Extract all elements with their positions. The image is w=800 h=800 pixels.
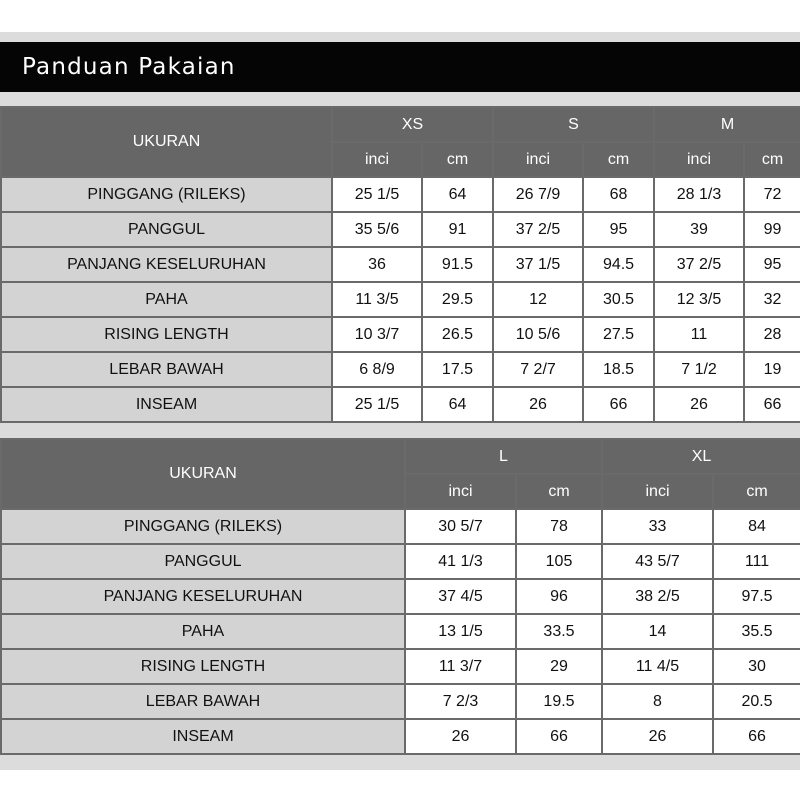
- table-cell: 91.5: [422, 247, 493, 282]
- table-cell: 26 7/9: [493, 177, 583, 212]
- unit-header: cm: [713, 474, 800, 509]
- row-label: PAHA: [1, 282, 332, 317]
- row-label: RISING LENGTH: [1, 649, 405, 684]
- table-row: [1, 509, 800, 544]
- table-row: [1, 317, 800, 352]
- unit-header: cm: [583, 142, 654, 177]
- size-table-xs-s-m: [0, 106, 800, 423]
- table-cell: 66: [583, 387, 654, 422]
- table-row: [1, 614, 800, 649]
- table-cell: 39: [654, 212, 744, 247]
- table-cell: 96: [516, 579, 602, 614]
- unit-header: cm: [516, 474, 602, 509]
- table-cell: 95: [744, 247, 800, 282]
- table-cell: 97.5: [713, 579, 800, 614]
- unit-header: inci: [654, 142, 744, 177]
- table-cell: 37 2/5: [493, 212, 583, 247]
- table-cell: 8: [602, 684, 713, 719]
- table-cell: 12: [493, 282, 583, 317]
- row-label: PAHA: [1, 614, 405, 649]
- unit-header: inci: [602, 474, 713, 509]
- table-cell: 11 4/5: [602, 649, 713, 684]
- table-cell: 64: [422, 177, 493, 212]
- table-cell: 41 1/3: [405, 544, 516, 579]
- size-header-label: UKURAN: [1, 107, 332, 177]
- table-cell: 26: [602, 719, 713, 754]
- page-title: Panduan Pakaian: [0, 42, 800, 92]
- table-cell: 26: [493, 387, 583, 422]
- table-row: [1, 684, 800, 719]
- table-cell: 111: [713, 544, 800, 579]
- table-cell: 25 1/5: [332, 387, 422, 422]
- table-cell: 28: [744, 317, 800, 352]
- table-cell: 94.5: [583, 247, 654, 282]
- table-cell: 18.5: [583, 352, 654, 387]
- table-cell: 7 2/3: [405, 684, 516, 719]
- table-row: [1, 649, 800, 684]
- table-cell: 37 2/5: [654, 247, 744, 282]
- table-cell: 6 8/9: [332, 352, 422, 387]
- table-cell: 35.5: [713, 614, 800, 649]
- row-label: INSEAM: [1, 387, 332, 422]
- size-header-m: M: [654, 107, 800, 142]
- table-cell: 11 3/5: [332, 282, 422, 317]
- table-row: [1, 579, 800, 614]
- table-row: [1, 387, 800, 422]
- table-cell: 27.5: [583, 317, 654, 352]
- row-label: RISING LENGTH: [1, 317, 332, 352]
- table-cell: 72: [744, 177, 800, 212]
- unit-header: inci: [493, 142, 583, 177]
- size-header-s: S: [493, 107, 654, 142]
- row-label: PINGGANG (RILEKS): [1, 509, 405, 544]
- table-cell: 29.5: [422, 282, 493, 317]
- table-cell: 19.5: [516, 684, 602, 719]
- table-row: [1, 212, 800, 247]
- table-cell: 95: [583, 212, 654, 247]
- table-cell: 68: [583, 177, 654, 212]
- table-cell: 26.5: [422, 317, 493, 352]
- row-label: PANJANG KESELURUHAN: [1, 579, 405, 614]
- table-row: [1, 352, 800, 387]
- table-cell: 20.5: [713, 684, 800, 719]
- table-cell: 26: [654, 387, 744, 422]
- table-cell: 17.5: [422, 352, 493, 387]
- table-cell: 66: [744, 387, 800, 422]
- table-cell: 7 2/7: [493, 352, 583, 387]
- unit-header: cm: [744, 142, 800, 177]
- table-cell: 10 5/6: [493, 317, 583, 352]
- table-cell: 30 5/7: [405, 509, 516, 544]
- table-cell: 105: [516, 544, 602, 579]
- table-cell: 30.5: [583, 282, 654, 317]
- table-cell: 25 1/5: [332, 177, 422, 212]
- table-cell: 66: [713, 719, 800, 754]
- table-row: [1, 247, 800, 282]
- row-label: LEBAR BAWAH: [1, 352, 332, 387]
- table-row: [1, 177, 800, 212]
- table-cell: 29: [516, 649, 602, 684]
- row-label: PANGGUL: [1, 212, 332, 247]
- size-header-xl: XL: [602, 439, 800, 474]
- table-cell: 35 5/6: [332, 212, 422, 247]
- table-row: [1, 544, 800, 579]
- unit-header: cm: [422, 142, 493, 177]
- table-cell: 33: [602, 509, 713, 544]
- table-cell: 64: [422, 387, 493, 422]
- table-cell: 7 1/2: [654, 352, 744, 387]
- table-cell: 84: [713, 509, 800, 544]
- table-cell: 78: [516, 509, 602, 544]
- size-header-l: L: [405, 439, 602, 474]
- table-cell: 36: [332, 247, 422, 282]
- table-cell: 43 5/7: [602, 544, 713, 579]
- table-cell: 11: [654, 317, 744, 352]
- table-cell: 37 1/5: [493, 247, 583, 282]
- size-header-label: UKURAN: [1, 439, 405, 509]
- table-cell: 66: [516, 719, 602, 754]
- table-cell: 38 2/5: [602, 579, 713, 614]
- row-label: PANGGUL: [1, 544, 405, 579]
- table-cell: 14: [602, 614, 713, 649]
- table-cell: 28 1/3: [654, 177, 744, 212]
- table-cell: 33.5: [516, 614, 602, 649]
- table-row: [1, 282, 800, 317]
- unit-header: inci: [332, 142, 422, 177]
- unit-header: inci: [405, 474, 516, 509]
- row-label: PANJANG KESELURUHAN: [1, 247, 332, 282]
- table-cell: 12 3/5: [654, 282, 744, 317]
- table-cell: 37 4/5: [405, 579, 516, 614]
- table-cell: 99: [744, 212, 800, 247]
- table-cell: 26: [405, 719, 516, 754]
- row-label: INSEAM: [1, 719, 405, 754]
- table-cell: 13 1/5: [405, 614, 516, 649]
- row-label: LEBAR BAWAH: [1, 684, 405, 719]
- table-cell: 11 3/7: [405, 649, 516, 684]
- size-header-xs: XS: [332, 107, 493, 142]
- row-label: PINGGANG (RILEKS): [1, 177, 332, 212]
- size-table-l-xl: [0, 438, 800, 755]
- table-cell: 19: [744, 352, 800, 387]
- table-cell: 32: [744, 282, 800, 317]
- table-row: [1, 719, 800, 754]
- table-cell: 91: [422, 212, 493, 247]
- table-cell: 10 3/7: [332, 317, 422, 352]
- table-cell: 30: [713, 649, 800, 684]
